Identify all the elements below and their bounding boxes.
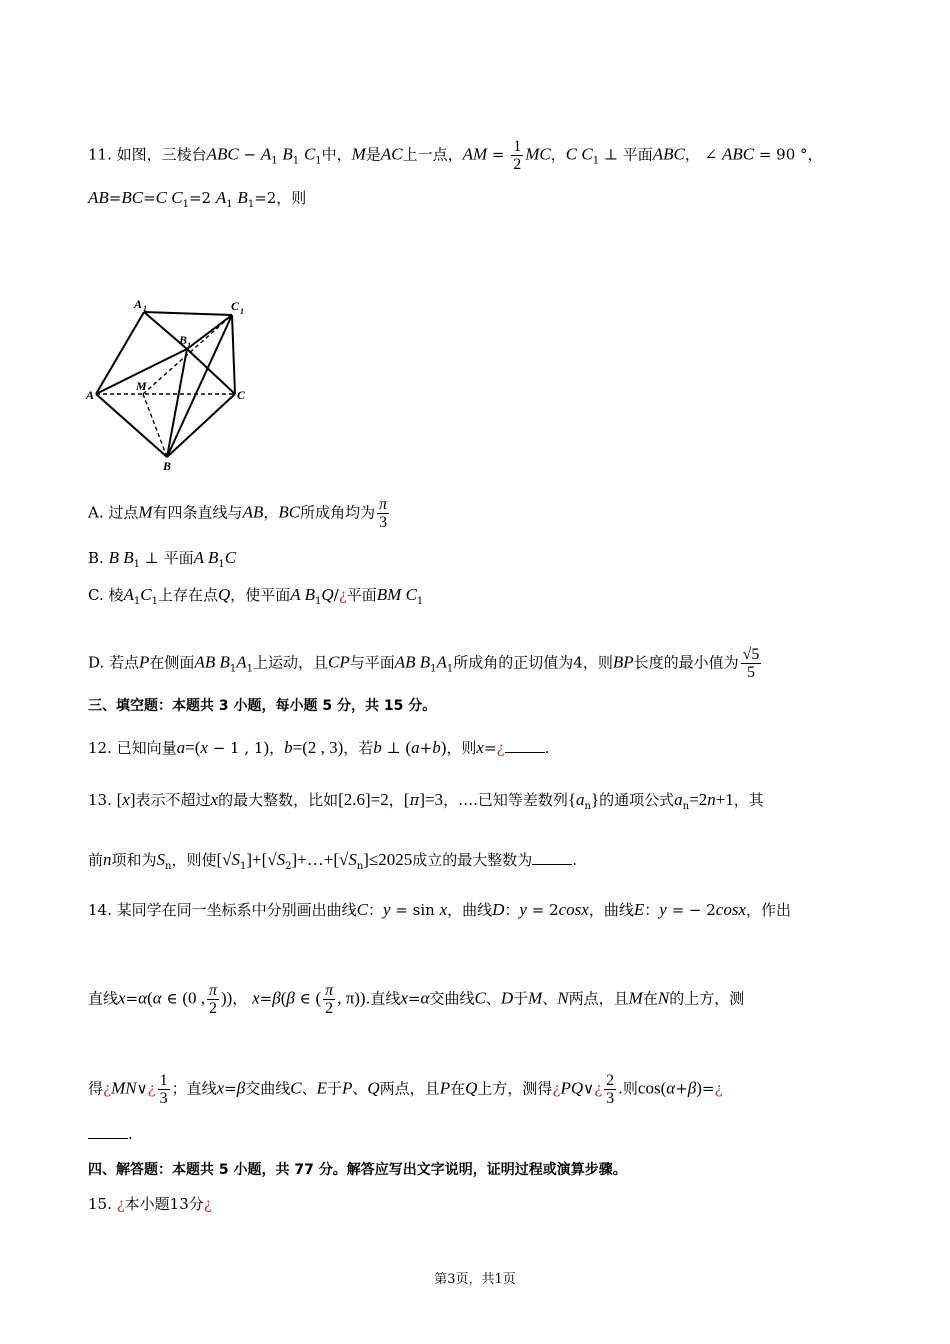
q14-line4: . [88,1124,133,1144]
label-A1: A [134,297,143,311]
section-3-heading: 三、填空题：本题共 3 小题，每小题 5 分，共 15 分。 [88,698,437,714]
label-B: B [163,459,172,473]
page-footer: 第3页，共1页 [434,1272,516,1287]
fraction-half: $\frac{1}{2}$ [513,138,522,173]
section-4-heading: 四、解答题：本题共 5 小题，共 77 分。解答应写出文字说明，证明过程或演算步骤。 [88,1162,627,1178]
svg-text:1: 1 [240,307,244,316]
label-C1: C [231,299,240,313]
q11-option-b: B. B $B_1$ ⊥ 平面A $B_1C$ [88,548,237,570]
q11-line2: AB=BC=C $C_1=2$ $A_1$ $B_1=2$，则 [88,188,307,210]
svg-text:1: 1 [143,304,147,313]
label-C: C [237,388,246,402]
label-B1: B [179,333,188,347]
q14-line3: 得¿MN∨¿ $\frac{1}{3}$ ；直线x=β交曲线C、E于P、Q两点，且P在Q上方，测得¿PQ∨¿ $\frac{2}{3}$ .则cos(α+β)=¿ [88,1072,723,1107]
q13-line1: 13. [x]表示不超过x的最大整数，比如[2.6]=2，[π]=3，….已知等差数列$\{a_n\}$的通项公式$a_n=2n+1$，其 [88,790,764,812]
q14-line1: 14. 某同学在同一坐标系中分别画出曲线C：y = sin x，曲线D：y = 2cosx，曲线E：y = − 2cosx，作出 [88,900,792,919]
triangular-frustum-figure [84,296,254,474]
q11-option-c: C. 棱$A_1C_1$上存在点Q，使平面A $B_1Q/¿$平面BM $C_1$ [88,585,424,607]
q12-line: 12. 已知向量a=(x − 1 , 1)，b=(2 , 3)，若b ⊥ (a+b)，则x=¿ . [88,738,550,757]
q13-line2: 前n项和为$S_n$，则使$[√S_1]+[√S_2]+\dots+[√S_n]\le 2025$成立的最大整数为 . [88,850,578,872]
label-A: A [86,388,95,402]
label-M: M [136,379,147,393]
q11-option-a: A. 过点M有四条直线与AB，BC所成角均为 $\frac{\pi}{3}$ [88,496,388,531]
q11-option-d: D. 若点P在侧面AB $B_1A_1$上运动，且CP与平面AB $B_1A_1$所成角的正切值为4，则BP长度的最小值为 $\frac{√5}{5}$ [88,646,760,681]
svg-text:1: 1 [187,341,191,350]
q14-line2: 直线x=α(α ∈ (0 , $\frac{\pi}{2}$ ))， x=β(β ∈ ( $\frac{\pi}{2}$ , π)).直线x=α交曲线C、D于M、N两点，且M在N的上方，测 [88,982,745,1017]
q11-line1: 11. 如图，三棱台ABC − $A_1$ $B_1$ $C_1$中，M是AC上一点，AM = $\frac{1}{2}$ MC，C $C_1$ ⊥ 平面ABC， ∠ ABC = 90 °， [88,138,823,173]
q15-line: 15. ¿本小题13分¿ [88,1195,212,1213]
